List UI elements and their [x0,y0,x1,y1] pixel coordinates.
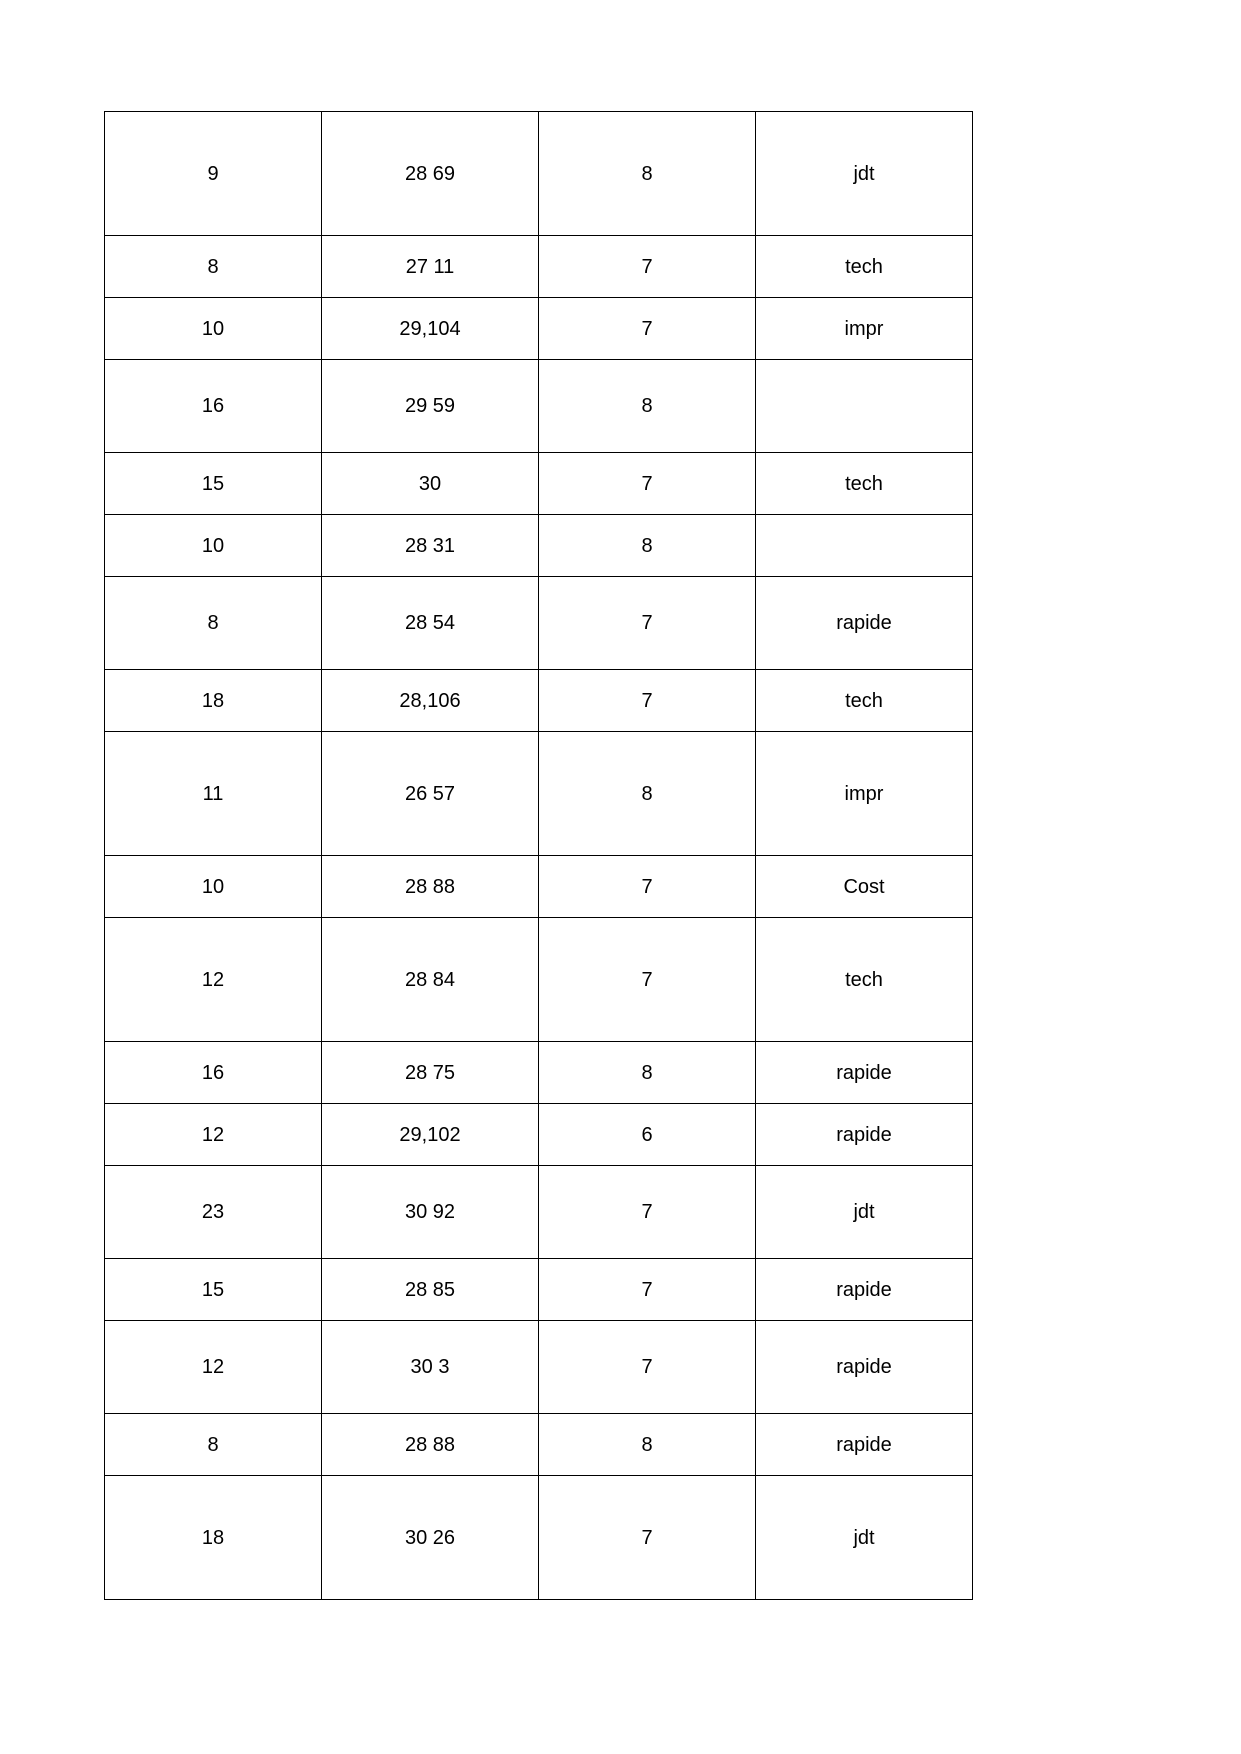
table-row [105,1104,973,1166]
table-row [105,1042,973,1104]
table-cell: jdt [756,1166,973,1259]
table-cell: 30 26 [322,1476,539,1600]
table-cell: 7 [539,1476,756,1600]
table-row [105,1476,973,1600]
table-cell: 26 57 [322,732,539,856]
table-cell: 28 31 [322,515,539,577]
table-cell: 8 [539,515,756,577]
table-cell: impr [756,298,973,360]
table-cell: tech [756,236,973,298]
table-cell: 6 [539,1104,756,1166]
table-cell: 28 75 [322,1042,539,1104]
table-cell: 8 [539,112,756,236]
table-cell: 28 85 [322,1259,539,1321]
data-table [104,111,973,1600]
table-cell: 12 [105,918,322,1042]
table-row [105,918,973,1042]
table-row [105,1321,973,1414]
table-cell: 8 [105,577,322,670]
table-cell: 7 [539,298,756,360]
table-cell: tech [756,670,973,732]
table-cell: tech [756,453,973,515]
table-cell: 16 [105,360,322,453]
table-cell: 10 [105,298,322,360]
table-cell: 10 [105,856,322,918]
table-row [105,732,973,856]
table-cell: Cost [756,856,973,918]
table-row [105,236,973,298]
table-cell: 28 88 [322,856,539,918]
table-cell: 28 69 [322,112,539,236]
table-cell: 23 [105,1166,322,1259]
table-cell: 7 [539,1259,756,1321]
table-cell: rapide [756,1414,973,1476]
table-cell [756,515,973,577]
table-cell: 9 [105,112,322,236]
table-cell: jdt [756,112,973,236]
table-cell: 7 [539,918,756,1042]
table-cell: 28 84 [322,918,539,1042]
table-cell: 29,102 [322,1104,539,1166]
table-cell: 8 [539,732,756,856]
table-cell: 18 [105,670,322,732]
table-cell: rapide [756,1259,973,1321]
table-cell: jdt [756,1476,973,1600]
table-cell: rapide [756,1104,973,1166]
table-cell: 11 [105,732,322,856]
table-cell: 7 [539,1321,756,1414]
table-row [105,856,973,918]
table-row [105,360,973,453]
table-cell [756,360,973,453]
table-cell: 30 92 [322,1166,539,1259]
table-cell: impr [756,732,973,856]
table-cell: 10 [105,515,322,577]
table-row [105,453,973,515]
table-cell: 8 [539,1414,756,1476]
table-row [105,1166,973,1259]
table-row [105,670,973,732]
table-row [105,1414,973,1476]
table-cell: 7 [539,670,756,732]
table-cell: 15 [105,453,322,515]
table-row [105,112,973,236]
table-row [105,515,973,577]
table-cell: rapide [756,577,973,670]
table-cell: 16 [105,1042,322,1104]
table-cell: 27 11 [322,236,539,298]
table-cell: tech [756,918,973,1042]
table-cell: 7 [539,856,756,918]
table-cell: 7 [539,1166,756,1259]
table-cell: 7 [539,236,756,298]
table-cell: 8 [539,1042,756,1104]
table-cell: 29,104 [322,298,539,360]
table-cell: 12 [105,1321,322,1414]
table-cell: 28 88 [322,1414,539,1476]
table-cell: 12 [105,1104,322,1166]
table-cell: rapide [756,1321,973,1414]
table-cell: 15 [105,1259,322,1321]
table-cell: 8 [105,1414,322,1476]
table-cell: 7 [539,577,756,670]
table-cell: 28 54 [322,577,539,670]
table-row [105,577,973,670]
table-cell: 8 [105,236,322,298]
table-cell: 7 [539,453,756,515]
table-cell: rapide [756,1042,973,1104]
table-cell: 28,106 [322,670,539,732]
table-cell: 18 [105,1476,322,1600]
table-cell: 30 [322,453,539,515]
table-row [105,1259,973,1321]
table-cell: 30 3 [322,1321,539,1414]
table-row [105,298,973,360]
table-cell: 8 [539,360,756,453]
table-cell: 29 59 [322,360,539,453]
